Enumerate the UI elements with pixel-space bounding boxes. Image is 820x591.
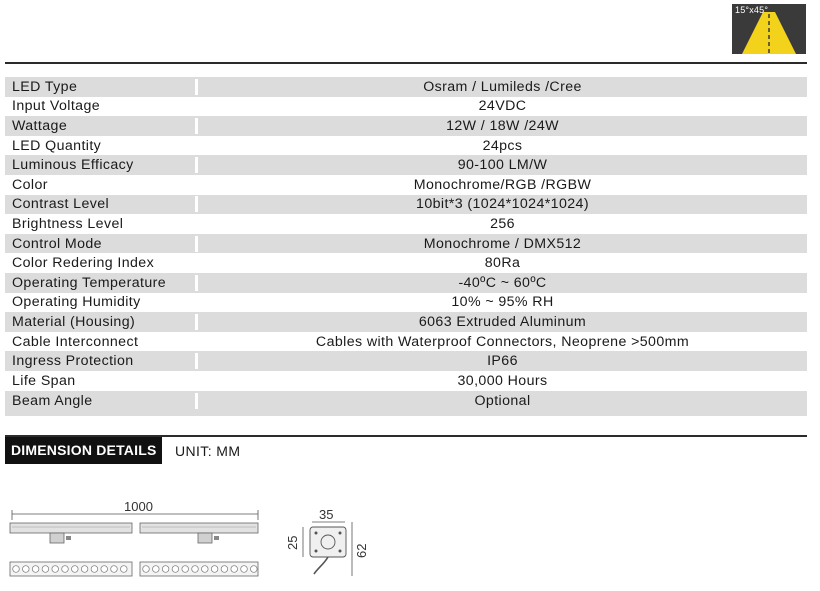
dimension-unit-label: UNIT: MM — [175, 443, 241, 459]
spec-name: Beam Angle — [12, 392, 93, 409]
spec-row — [5, 155, 807, 175]
spec-row — [5, 116, 807, 136]
spec-row — [5, 214, 807, 234]
led-dot — [172, 566, 179, 573]
spec-value: 90-100 LM/W — [195, 157, 807, 173]
led-dot — [153, 566, 160, 573]
spec-name: Ingress Protection — [12, 353, 134, 370]
spec-value: -40ºC ~ 60ºC — [195, 275, 807, 291]
led-dot — [182, 566, 189, 573]
spec-value: Optional — [195, 393, 807, 409]
spec-name: LED Quantity — [12, 137, 102, 154]
led-dot — [13, 566, 20, 573]
led-dot — [101, 566, 108, 573]
spec-value: IP66 — [195, 353, 807, 369]
spec-name: Operating Humidity — [12, 294, 141, 311]
spec-row — [5, 234, 807, 254]
spec-value: 10% ~ 95% RH — [451, 294, 554, 311]
led-dot — [231, 566, 238, 573]
spec-value: 256 — [490, 215, 515, 232]
led-dot — [81, 566, 88, 573]
spec-value: 6063 Extruded Aluminum — [195, 314, 807, 330]
spec-name: Material (Housing) — [12, 313, 136, 330]
led-dot — [62, 566, 69, 573]
spec-name: Operating Temperature — [12, 274, 167, 291]
beam-angle-badge — [732, 4, 806, 54]
length-dimension — [12, 499, 258, 520]
spec-name: Contrast Level — [12, 196, 110, 213]
led-dot — [192, 566, 199, 573]
spec-name: Control Mode — [12, 235, 102, 252]
led-dot — [52, 566, 59, 573]
spec-value: 80Ra — [484, 255, 521, 272]
led-dot — [42, 566, 49, 573]
led-dot — [111, 566, 118, 573]
spec-name: Input Voltage — [12, 98, 101, 115]
spec-row — [5, 136, 807, 156]
led-dot — [121, 566, 128, 573]
height-b-value: 62 — [354, 543, 369, 558]
spec-value: Cables with Waterproof Connectors, Neoprene >500mm — [315, 333, 690, 350]
spec-row — [5, 175, 807, 195]
spec-row — [5, 293, 807, 313]
led-dot — [162, 566, 169, 573]
led-dot — [202, 566, 209, 573]
led-dot — [72, 566, 79, 573]
led-dot — [211, 566, 218, 573]
led-dot — [32, 566, 39, 573]
dimension-drawing — [0, 490, 420, 590]
spec-value: Osram / Lumileds /Cree — [195, 79, 807, 95]
spec-name: Wattage — [12, 117, 68, 134]
spec-name: Luminous Efficacy — [12, 157, 134, 174]
dimension-details-header: DIMENSION DETAILS — [5, 437, 162, 464]
spec-value: 30,000 Hours — [457, 372, 548, 389]
spec-value: 24VDC — [478, 98, 527, 115]
spec-row — [5, 253, 807, 273]
side-view — [10, 523, 258, 543]
spec-value: 10bit*3 (1024*1024*1024) — [195, 196, 807, 212]
front-view — [10, 562, 258, 576]
height-a-value: 25 — [285, 535, 300, 550]
led-dot — [23, 566, 30, 573]
led-dot — [143, 566, 150, 573]
spec-name: Life Span — [12, 372, 76, 389]
spec-value: 24pcs — [482, 137, 523, 154]
end-view — [285, 507, 369, 576]
spec-value: Monochrome / DMX512 — [195, 236, 807, 252]
led-dot — [251, 566, 258, 573]
led-dot — [221, 566, 228, 573]
spec-row — [5, 351, 807, 371]
spec-row — [5, 391, 807, 416]
spec-row — [5, 195, 807, 215]
width-value: 35 — [319, 507, 334, 522]
spec-row — [5, 371, 807, 391]
spec-name: Color Redering Index — [12, 255, 155, 272]
spec-name: LED Type — [12, 78, 78, 95]
spec-value: Monochrome/RGB /RGBW — [413, 176, 592, 193]
spec-name: Cable Interconnect — [12, 333, 139, 350]
spec-name: Brightness Level — [12, 215, 124, 232]
spec-row — [5, 97, 807, 117]
led-dot — [91, 566, 98, 573]
spec-row — [5, 332, 807, 352]
spec-value: 12W / 18W /24W — [195, 118, 807, 134]
beam-angle-label: 15°x45° — [735, 5, 769, 15]
spec-table — [5, 77, 807, 416]
spec-row — [5, 77, 807, 97]
spec-name: Color — [12, 176, 48, 193]
length-value: 1000 — [124, 499, 153, 514]
top-divider — [5, 62, 807, 64]
spec-row — [5, 312, 807, 332]
led-dot — [241, 566, 248, 573]
spec-row — [5, 273, 807, 293]
